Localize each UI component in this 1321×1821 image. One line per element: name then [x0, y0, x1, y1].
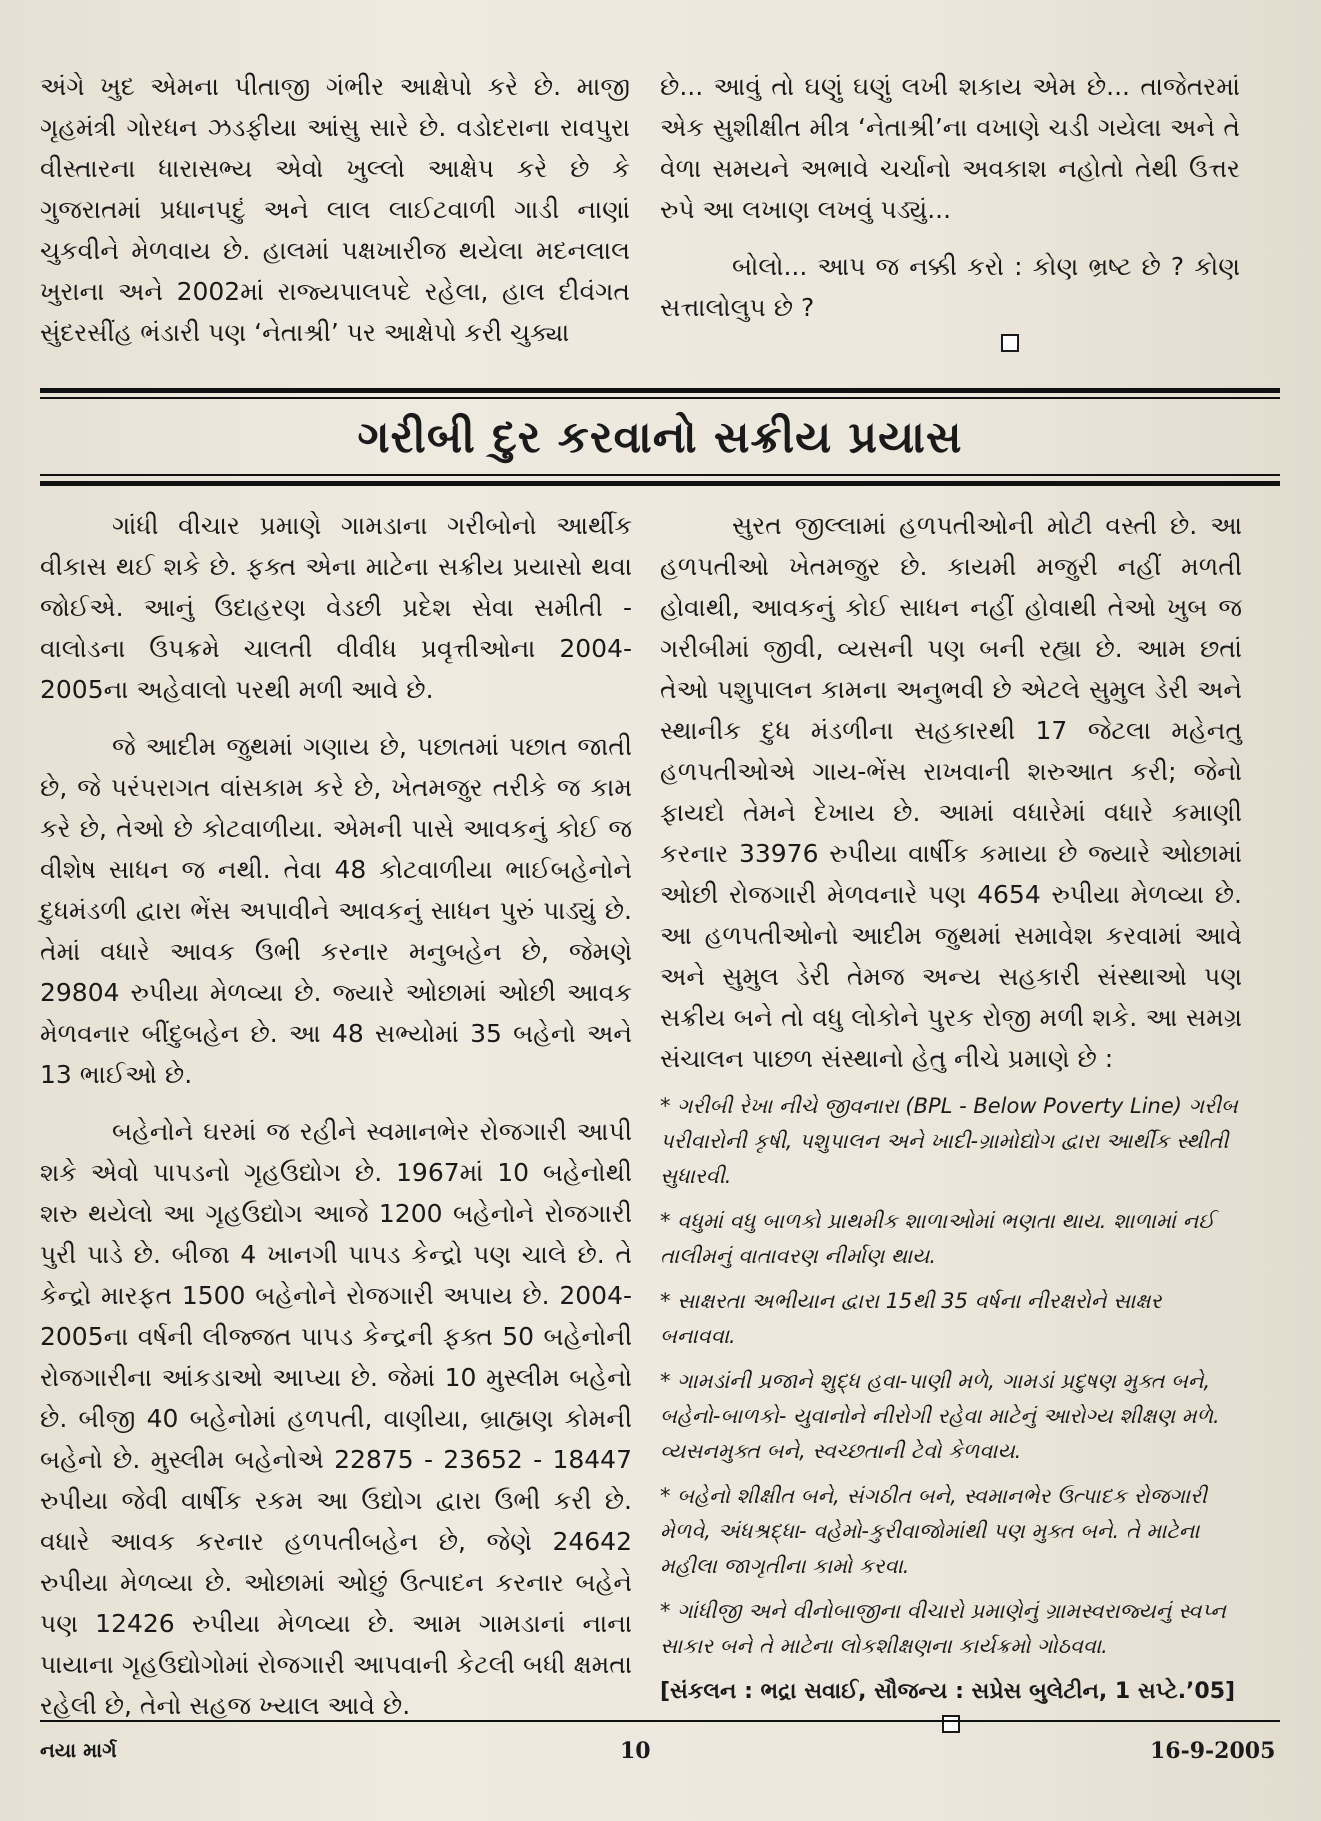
objective-item: * સાક્ષરતા અભીયાન દ્વારા 15થી 35 વર્ષના નીરક્ષરોને સાક્ષર બનાવવા.: [660, 1289, 1162, 1348]
objective-item: * વધુમાં વધુ બાળકો પ્રાથમીક શાળાઓમાં ભણતા થાય. શાળામાં નઈ તાલીમનું વાતાવરણ નીર્માણ થાય.: [660, 1209, 1215, 1268]
article-paragraph: બહેનોને ઘરમાં જ રહીને સ્વમાનભેર રોજગારી આપી શકે એવો પાપડનો ગૃહઉદ્યોગ છે. 1967માં 10 બહેનોથી શરુ થયેલો આ ગૃહઉદ્યોગ આજે 1200 બહેનોને રોજગારી પુરી પાડે છે. બીજા 4 ખાનગી પાપડ કેન્દ્રો પણ ચાલે છે. તે કેન્દ્રો મારફત 1500 બહેનોને રોજગારી અપાય છે. 2004-2005ના વર્ષની લીજ્જત પાપડ કેન્દ્રની ફક્ત 50 બહેનોની રોજગારીના આંકડાઓ આપ્યા છે. જેમાં 10 મુસ્લીમ બહેનો છે. બીજી 40 બહેનોમાં હળપતી, વાણીયા, બ્રાહ્મણ કોમની બહેનો છે. મુસ્લીમ બહેનોએ 22875 - 23652 - 18447 રુપીયા જેવી વાર્ષીક રકમ આ ઉદ્યોગ દ્વારા ઉભી કરી છે. વધારે આવક કરનાર હળપતીબહેન છે, જેણે 24642 રુપીયા મેળવ્યા છે. ઓછામાં ઓછું ઉત્પાદન કરનાર બહેને પણ 12426 રુપીયા મેળવ્યા છે. આમ ગામડાનાં નાના પાયાના ગૃહઉદ્યોગોમાં રોજગારી આપવાની કેટલી બધી ક્ષમતા રહેલી છે, તેનો સહજ ખ્યાલ આવે છે.: [40, 1117, 632, 1720]
closing-question: બોલો... આપ જ નક્કી કરો : કોણ ભ્રષ્ટ છે ? કોણ સત્તાલોલુપ છે ?: [660, 252, 1240, 322]
objectives-list: [660, 1089, 1242, 1733]
page-number: 10: [620, 1738, 651, 1764]
article-right-column: [660, 505, 1242, 1733]
objective-item: * ગાંધીજી અને વીનોબાજીના વીચારો પ્રમાણેનું ગ્રામસ્વરાજ્યનું સ્વપ્ન સાકાર બને તે માટેના લોકશીક્ષણના કાર્યક્રમો ગોઠવવા.: [660, 1599, 1226, 1658]
article-left-column: [40, 505, 632, 1726]
headline-top-thin-rule: [40, 397, 1280, 399]
publication-name: નયા માર્ગ: [40, 1738, 117, 1762]
headline-top-rule: [40, 388, 1280, 393]
article-headline: ગરીબી દુર કરવાનો સક્રીય પ્રયાસ: [357, 412, 963, 463]
article-paragraph: ગાંધી વીચાર પ્રમાણે ગામડાના ગરીબોનો આર્થીક વીકાસ થઈ શકે છે. ફક્ત એના માટેના સક્રીય પ્રયાસો થવા જોઈએ. આનું ઉદાહરણ વેડછી પ્રદેશ સેવા સમીતી - વાલોડના ઉપક્રમે ચાલતી વીવીધ પ્રવૃત્તીઓના 2004-2005ના અહેવાલો પરથી મળી આવે છે.: [40, 511, 632, 704]
continuation-paragraph: અંગે ખુદ એમના પીતાજી ગંભીર આક્ષેપો કરે છે. માજી ગૃહમંત્રી ગોરધન ઝડફીયા આંસુ સારે છે. વડોદરાના રાવપુરા વીસ્તારના ધારાસભ્ય એવો ખુલ્લો આક્ષેપ કરે છે કે ગુજરાતમાં પ્રધાનપદું અને લાલ લાઈટવાળી ગાડી નાણાં ચુકવીને મેળવાય છે. હાલમાં પક્ષખારીજ થયેલા મદનલાલ ખુરાના અને 2002માં રાજ્યપાલપદે રહેલા, હાલ દીવંગત સુંદરસીંહ ભંડારી પણ ‘નેતાશ્રી’ પર આક્ષેપો કરી ચુક્યા: [40, 72, 630, 347]
top-right-column: [660, 66, 1240, 352]
article-paragraph: જે આદીમ જુથમાં ગણાય છે, પછાતમાં પછાત જાતી છે, જે પરંપરાગત વાંસકામ કરે છે, ખેતમજુર તરીકે જ કામ કરે છે, તેઓ છે કોટવાળીયા. એમની પાસે આવકનું કોઈ જ વીશેષ સાધન જ નથી. તેવા 48 કોટવાળીયા ભાઈબહેનોને દુધમંડળી દ્વારા ભેંસ અપાવીને આવકનું સાધન પુરું પાડ્યું છે. તેમાં વધારે આવક ઉભી કરનાર મનુબહેન છે, જેમણે 29804 રુપીયા મેળવ્યા છે. જ્યારે ઓછામાં ઓછી આવક મેળવનાર બીંદુબહેન છે. આ 48 સભ્યોમાં 35 બહેનો અને 13 ભાઈઓ છે.: [40, 732, 632, 1089]
issue-date: 16-9-2005: [1150, 1738, 1276, 1764]
article-paragraph: સુરત જીલ્લામાં હળપતીઓની મોટી વસ્તી છે. આ હળપતીઓ ખેતમજુર છે. કાયમી મજુરી નહીં મળતી હોવાથી, આવકનું કોઈ સાધન નહીં હોવાથી તેઓ ખુબ જ ગરીબીમાં જીવી, વ્યસની પણ બની રહ્યા છે. આમ છતાં તેઓ પશુપાલન કામના અનુભવી છે એટલે સુમુલ ડેરી અને સ્થાનીક દુધ મંડળીના સહકારથી 17 જેટલા મહેનતુ હળપતીઓએ ગાય-ભેંસ રાખવાની શરુઆત કરી; જેનો ફાયદો તેમને દેખાય છે. આમાં વધારેમાં વધારે કમાણી કરનાર 33976 રુપીયા વાર્ષીક કમાયા છે જ્યારે ઓછામાં ઓછી રોજગારી મેળવનારે પણ 4654 રુપીયા મેળવ્યા છે. આ હળપતીઓનો આદીમ જુથમાં સમાવેશ કરવામાં આવે અને સુમુલ ડેરી તેમજ અન્ય સહકારી સંસ્થાઓ પણ સક્રીય બને તો વધુ લોકોને પુરક રોજી મળી શકે. આ સમગ્ર સંચાલન પાછળ સંસ્થાનો હેતુ નીચે પ્રમાણે છે :: [660, 511, 1242, 1073]
footer-rule: [40, 1720, 1280, 1722]
objective-item: * બહેનો શીક્ષીત બને, સંગઠીત બને, સ્વમાનભેર ઉત્પાદક રોજગારી મેળવે, અંધશ્રદ્ધા- વહેમો-કુરીવાજોમાંથી પણ મુક્ત બને. તે માટેના મહીલા જાગૃતીના કામો કરવા.: [660, 1484, 1207, 1578]
headline-bottom-rule: [40, 481, 1280, 486]
objective-item: * ગરીબી રેખા નીચે જીવનારા (BPL - Below Poverty Line) ગરીબ પરીવારોની કૃષી, પશુપાલન અને ખાદી-ગ્રામોદ્યોગ દ્વારા આર્થીક સ્થીતી સુધારવી.: [660, 1094, 1238, 1188]
headline-bottom-thin-rule: [40, 474, 1280, 476]
top-left-column: [40, 66, 630, 353]
end-of-article-mark: [1001, 334, 1019, 352]
objective-item: * ગામડાંની પ્રજાને શુદ્ધ હવા-પાણી મળે, ગામડાં પ્રદુષણ મુક્ત બને, બહેનો-બાળકો- યુવાનોને નીરોગી રહેવા માટેનું આરોગ્ય શીક્ષણ મળે. વ્યસનમુક્ત બને, સ્વચ્છતાની ટેવો કેળવાય.: [660, 1369, 1220, 1463]
end-of-article-mark: [942, 1715, 960, 1733]
article-credit: [સંકલન : ભદ્રા સવાઈ, સૌજન્ય : સપ્રેસ બુલેટીન, 1 સપ્ટે.’05]: [660, 1679, 1236, 1704]
continuation-paragraph-2: છે... આવું તો ઘણું ઘણું લખી શકાય એમ છે... તાજેતરમાં એક સુશીક્ષીત મીત્ર ‘નેતાશ્રી’ના વખાણે ચડી ગયેલા અને તે વેળા સમયને અભાવે ચર્ચાનો અવકાશ નહોતો તેથી ઉત્તર રુપે આ લખાણ લખવું પડ્યું...: [660, 72, 1240, 224]
